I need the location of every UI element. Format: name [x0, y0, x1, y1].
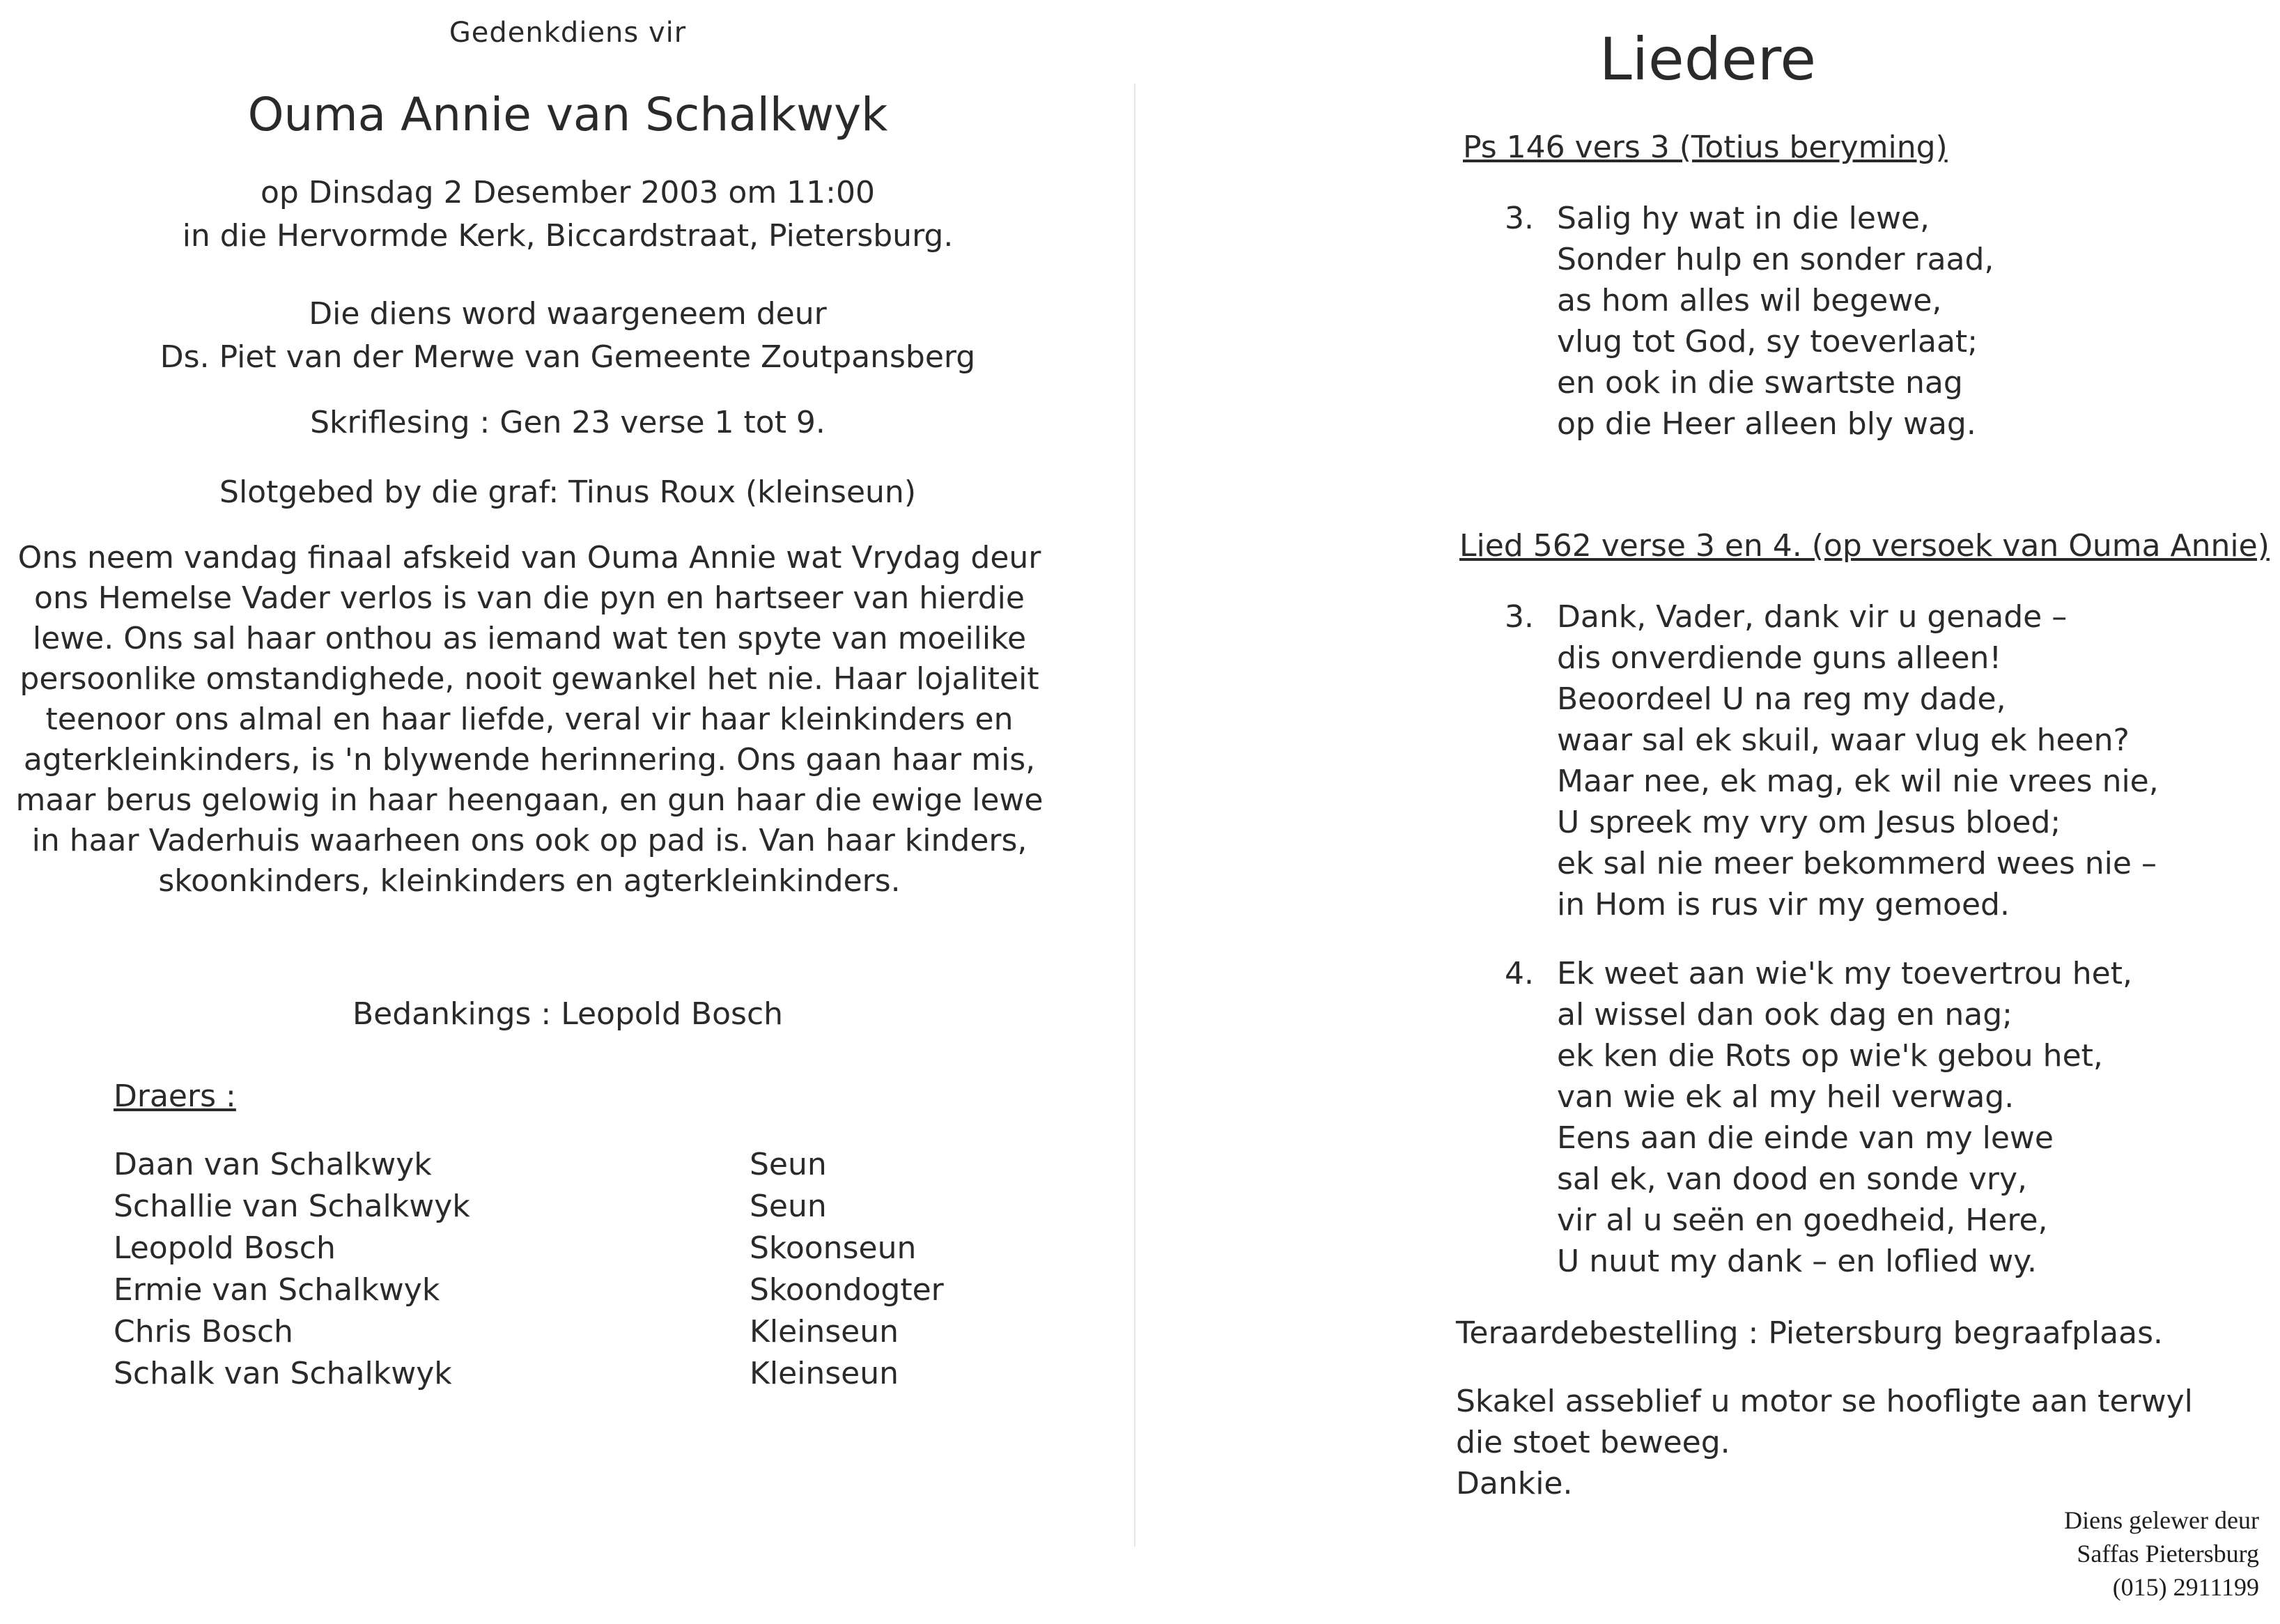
- bearer-role: Kleinseun: [750, 1314, 899, 1350]
- thanks-line: Bedankings : Leopold Bosch: [352, 996, 784, 1032]
- burial-line: Teraardebestelling : Pietersburg begraafplaas.: [1456, 1315, 2164, 1351]
- officiant-line-2: Ds. Piet van der Merwe van Gemeente Zoutpansberg: [160, 339, 976, 375]
- bearer-row: [114, 1353, 1019, 1395]
- bearer-role: Seun: [750, 1189, 827, 1224]
- bearer-row: [114, 1144, 1019, 1186]
- bearer-name: Schalk van Schalkwyk: [114, 1356, 452, 1391]
- headlights-request: Skakel asseblief u motor se hoofligte aan terwyl die stoet beweeg.: [1456, 1384, 2193, 1460]
- deceased-name: Ouma Annie van Schalkwyk: [247, 88, 888, 141]
- left-page: [0, 0, 1135, 1624]
- bearer-role: Skoonseun: [750, 1230, 917, 1266]
- hymn-2-verse-3: [1505, 596, 2159, 925]
- bearer-role: Kleinseun: [750, 1356, 899, 1391]
- bearer-row: [114, 1269, 1019, 1311]
- service-venue: in die Hervormde Kerk, Biccardstraat, Pietersburg.: [182, 218, 954, 254]
- hymn-2-verse-4: [1505, 953, 2132, 1282]
- bearers-list: [114, 1144, 1019, 1395]
- bearer-role: Seun: [750, 1147, 827, 1182]
- bearer-name: Leopold Bosch: [114, 1230, 336, 1266]
- hymn-1-title: Ps 146 vers 3 (Totius beryming): [1463, 130, 1948, 165]
- verse-lines: Ek weet aan wie'k my toevertrou het, al wissel dan ook dag en nag; ek ken die Rots op wie'k gebou het, van wie ek al my heil verwag. Eens aan die einde van my lewe sal ek, van dood en sonde vry, vir al u seën en goedheid, Here, U nuut my dank – en loflied wy.: [1557, 956, 2132, 1279]
- verse-lines: Dank, Vader, dank vir u genade – dis onverdiende guns alleen! Beoordeel U na reg my dade, waar sal ek skuil, waar vlug ek heen? Maar nee, ek mag, ek wil nie vrees nie, U spreek my vry om Jesus bloed; ek sal nie meer bekommerd wees nie – in Hom is rus vir my gemoed.: [1557, 599, 2159, 922]
- tribute-text: Ons neem vandag finaal afskeid van Ouma Annie wat Vrydag deur ons Hemelse Vader verlos is van die pyn en hartseer van hierdie lewe. Ons sal haar onthou as iemand wat ten spyte van moeilike persoonlike omstandighede, nooit gewankel het nie. Haar lojaliteit teenoor ons almal en haar liefde, veral vir haar kleinkinders en agterkleinkinders, is 'n blywende herinnering. Ons gaan haar mis, maar berus gelowig in haar heengaan, en gun haar die ewige lewe in haar Vaderhuis waarheen ons ook op pad is. Van haar kinders, skoonkinders, kleinkinders en agterkleinkinders.: [15, 540, 1044, 899]
- hymn-2-title: Lied 562 verse 3 en 4. (op versoek van Ouma Annie): [1459, 528, 2270, 564]
- memorial-subtitle: Gedenkdiens vir: [449, 17, 687, 49]
- credit-line-2: Saffas Pietersburg: [2077, 1540, 2259, 1568]
- bearer-row: [114, 1311, 1019, 1353]
- bearer-name: Chris Bosch: [114, 1314, 293, 1350]
- officiant-line-1: Die diens word waargeneem deur: [309, 296, 827, 332]
- verse-lines: Salig hy wat in die lewe, Sonder hulp en sonder raad, as hom alles wil begewe, vlug tot God, sy toeverlaat; en ook in die swartste nag op die Heer alleen bly wag.: [1557, 201, 1994, 442]
- bearer-role: Skoondogter: [750, 1272, 944, 1308]
- verse-number: 3.: [1505, 599, 1534, 635]
- credit-phone: (015) 2911199: [2112, 1573, 2259, 1601]
- service-date: op Dinsdag 2 Desember 2003 om 11:00: [261, 175, 875, 210]
- bearer-name: Ermie van Schalkwyk: [114, 1272, 440, 1308]
- bearer-row: [114, 1186, 1019, 1228]
- bearer-name: Daan van Schalkwyk: [114, 1147, 432, 1182]
- bearer-name: Schallie van Schalkwyk: [114, 1189, 470, 1224]
- credit-line-1: Diens gelewer deur: [2064, 1506, 2259, 1534]
- right-page: [1135, 0, 2280, 1624]
- bearer-row: [114, 1228, 1019, 1269]
- bearers-title: Draers :: [114, 1078, 236, 1114]
- verse-number: 3.: [1505, 201, 1534, 236]
- songs-title: Liedere: [1599, 25, 1817, 93]
- hymn-1-verse-3: [1505, 198, 1994, 444]
- closing-prayer: Slotgebed by die graf: Tinus Roux (kleinseun): [219, 474, 916, 510]
- thank-you: Dankie.: [1456, 1466, 1573, 1501]
- funeral-service-credit: [1911, 1503, 2259, 1604]
- verse-number: 4.: [1505, 956, 1534, 991]
- scripture-reading: Skriflesing : Gen 23 verse 1 tot 9.: [310, 405, 825, 440]
